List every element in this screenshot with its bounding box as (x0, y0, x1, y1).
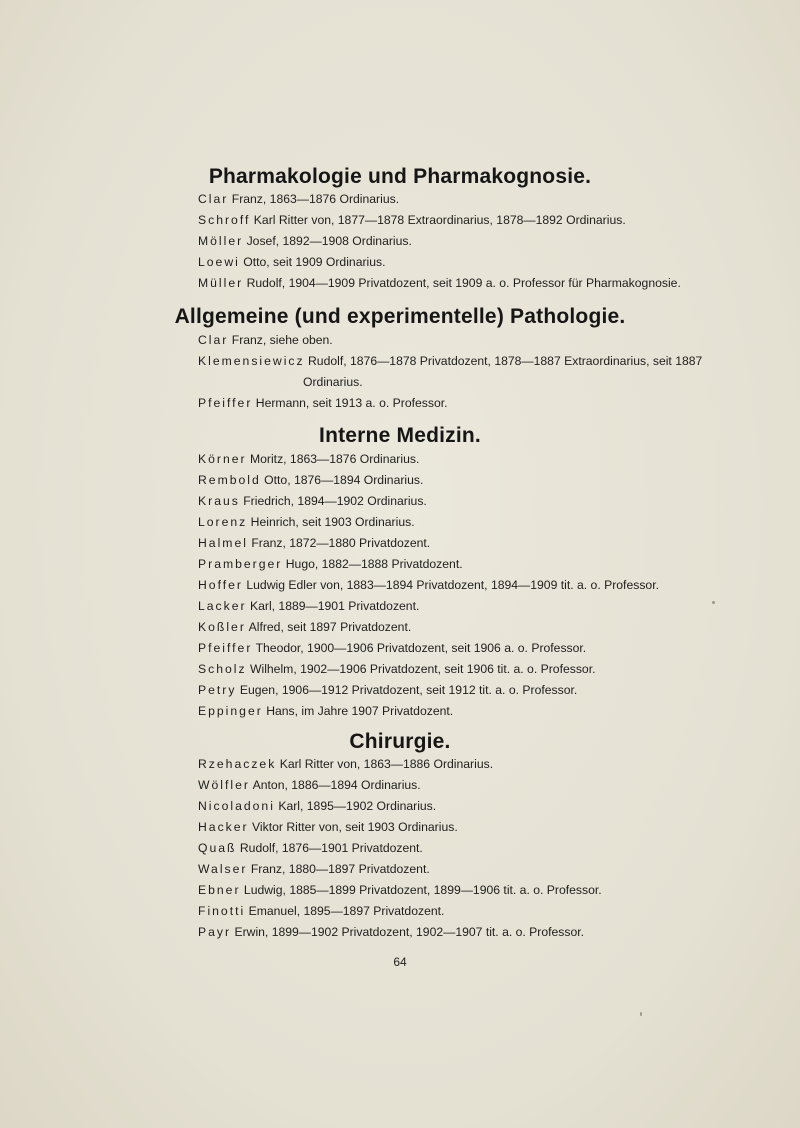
entry-line (198, 701, 778, 721)
entry-text: Rudolf, 1904—1909 Privatdozent, seit 1909 a. o. Professor für Pharmakognosie. (246, 276, 681, 290)
entry-text: Viktor Ritter von, seit 1903 Ordinarius. (252, 820, 458, 834)
entry-name: Clar (198, 192, 229, 206)
entry-line (198, 838, 778, 858)
entry-name: Hacker (198, 820, 249, 834)
entry-name: Quaß (198, 841, 237, 855)
entry-name: Loewi (198, 255, 240, 269)
entry-text: Alfred, seit 1897 Privatdozent. (248, 620, 412, 634)
entry-line (198, 880, 778, 900)
entry-line (198, 533, 778, 553)
entry-text: Hans, im Jahre 1907 Privatdozent. (266, 704, 454, 718)
entry-line (198, 901, 778, 921)
entry-line (198, 273, 778, 293)
entry-name: Pfeiffer (198, 641, 253, 655)
entry-line (198, 189, 778, 209)
entry-text: Rudolf, 1876—1901 Privatdozent. (239, 841, 423, 855)
entry-text: Emanuel, 1895—1897 Privatdozent. (248, 904, 445, 918)
entry-line (198, 393, 778, 413)
entry-text: Karl, 1889—1901 Privatdozent. (249, 599, 420, 613)
entry-name: Koßler (198, 620, 246, 634)
entry-name: Payr (198, 925, 232, 939)
entry-line (198, 554, 778, 574)
entry-text: Karl Ritter von, 1863—1886 Ordinarius. (279, 757, 494, 771)
entry-line (198, 575, 778, 595)
entry-continuation: Ordinarius. (303, 375, 363, 389)
entry-text: Anton, 1886—1894 Ordinarius. (252, 778, 421, 792)
entry-line (198, 859, 778, 879)
entry-name: Möller (198, 234, 244, 248)
entry-text: Karl, 1895—1902 Ordinarius. (278, 799, 437, 813)
entry-text: Friedrich, 1894—1902 Ordinarius. (243, 494, 427, 508)
paper-speck (712, 601, 715, 604)
entry-text: Wilhelm, 1902—1906 Privatdozent, seit 1906 tit. a. o. Professor. (249, 662, 596, 676)
entry-line (198, 351, 778, 371)
entry-text: Moritz, 1863—1876 Ordinarius. (249, 452, 420, 466)
entry-line (198, 659, 778, 679)
entry-name: Finotti (198, 904, 246, 918)
entry-text: Hugo, 1882—1888 Privatdozent. (285, 557, 463, 571)
entry-text: Ludwig Edler von, 1883—1894 Privatdozent, 1894—1909 tit. a. o. Professor. (246, 578, 659, 592)
entry-name: Kraus (198, 494, 240, 508)
entry-name: Scholz (198, 662, 247, 676)
entry-text: Josef, 1892—1908 Ordinarius. (246, 234, 412, 248)
entry-name: Eppinger (198, 704, 263, 718)
entry-line (198, 796, 778, 816)
entry-text: Franz, 1872—1880 Privatdozent. (251, 536, 431, 550)
entry-line (198, 470, 778, 490)
entry-text: Hermann, seit 1913 a. o. Professor. (255, 396, 448, 410)
entry-text: Franz, 1880—1897 Privatdozent. (250, 862, 430, 876)
entry-text: Eugen, 1906—1912 Privatdozent, seit 1912 tit. a. o. Professor. (239, 683, 578, 697)
entry-line (198, 330, 778, 350)
entry-line (198, 775, 778, 795)
entry-text: Ludwig, 1885—1899 Privatdozent, 1899—1906 tit. a. o. Professor. (243, 883, 602, 897)
entry-text: Otto, 1876—1894 Ordinarius. (264, 473, 424, 487)
entry-name: Lacker (198, 599, 247, 613)
entry-line (198, 638, 778, 658)
entry-name: Walser (198, 862, 248, 876)
entry-line (198, 491, 778, 511)
entry-name: Klemensiewicz (198, 354, 305, 368)
paper-speck (640, 1012, 642, 1016)
section-heading-chirurgie: Chirurgie. (349, 730, 451, 753)
entry-name: Rembold (198, 473, 261, 487)
entry-name: Schroff (198, 213, 251, 227)
entry-line (198, 617, 778, 637)
entry-text: Franz, siehe oben. (231, 333, 333, 347)
entry-name: Müller (198, 276, 244, 290)
entry-text: Heinrich, seit 1903 Ordinarius. (250, 515, 415, 529)
section-heading-pharmakologie: Pharmakologie und Pharmakognosie. (208, 165, 592, 188)
entry-name: Nicoladoni (198, 799, 275, 813)
entry-name: Pramberger (198, 557, 283, 571)
entry-name: Ebner (198, 883, 241, 897)
entry-line (198, 596, 778, 616)
entry-text: Erwin, 1899—1902 Privatdozent, 1902—1907 tit. a. o. Professor. (234, 925, 585, 939)
entry-line (198, 252, 778, 272)
entry-line (198, 817, 778, 837)
entry-line (198, 210, 778, 230)
section-heading-interne-medizin: Interne Medizin. (319, 424, 481, 447)
entry-text: Theodor, 1900—1906 Privatdozent, seit 1906 a. o. Professor. (255, 641, 587, 655)
entry-name: Wölfler (198, 778, 250, 792)
entry-text: Rudolf, 1876—1878 Privatdozent, 1878—1887 Extraordinarius, seit 1887 (308, 354, 703, 368)
page-number: 64 (393, 955, 407, 969)
entry-text: Franz, 1863—1876 Ordinarius. (231, 192, 400, 206)
entry-name: Körner (198, 452, 247, 466)
entry-name: Rzehaczek (198, 757, 277, 771)
entry-name: Halmel (198, 536, 248, 550)
entry-name: Clar (198, 333, 229, 347)
entry-text: Otto, seit 1909 Ordinarius. (243, 255, 386, 269)
entry-line (198, 512, 778, 532)
entry-line (198, 449, 778, 469)
entry-line (198, 231, 778, 251)
entry-line (198, 754, 778, 774)
entry-name: Petry (198, 683, 237, 697)
entry-line (198, 922, 778, 942)
entry-line (198, 680, 778, 700)
entry-name: Lorenz (198, 515, 248, 529)
entry-name: Hoffer (198, 578, 243, 592)
section-heading-pathologie: Allgemeine (und experimentelle) Pathologie. (174, 305, 626, 328)
entry-text: Karl Ritter von, 1877—1878 Extraordinarius, 1878—1892 Ordinarius. (253, 213, 626, 227)
entry-name: Pfeiffer (198, 396, 253, 410)
